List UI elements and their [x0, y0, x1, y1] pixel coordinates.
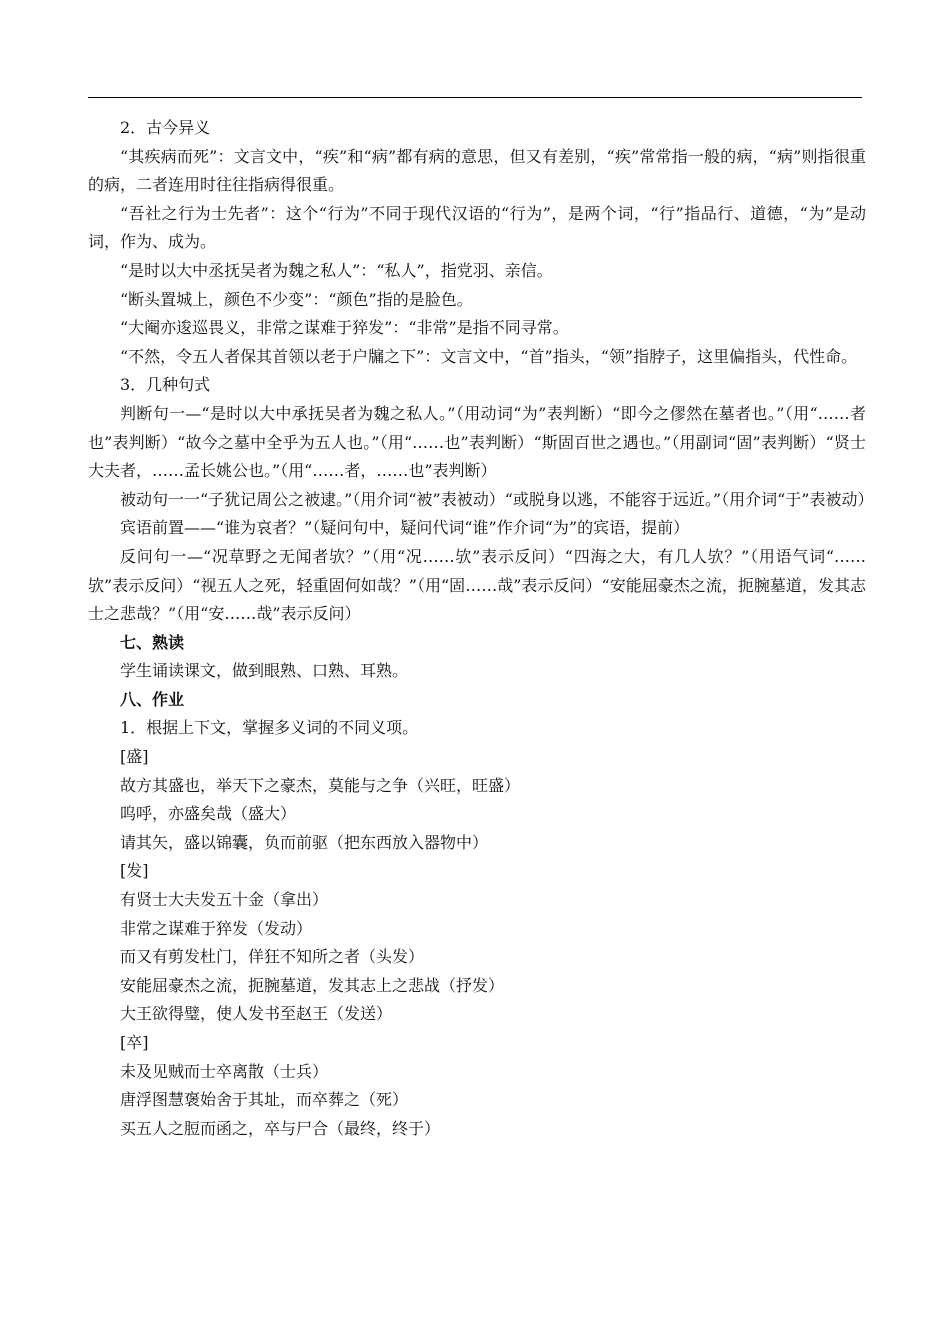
paragraph: 请其矢，盛以锦囊，负而前驱（把东西放入器物中）: [120, 832, 489, 852]
paragraph: 大王欲得璧，使人发书至赵王（发送）: [120, 1004, 393, 1024]
paragraph: “大阉亦逡巡畏义，非常之谋难于猝发”：“非常”是指不同寻常。: [120, 318, 569, 338]
paragraph: “断头置城上，颜色不少变”：“颜色”指的是脸色。: [120, 289, 473, 309]
paragraph: 判断句一—“是时以大中承抚吴者为魏之私人。”（用动词“为”表判断）“即今之僇然在墓者也。”（用“……者也”表判断）“故今之墓中全乎为五人也。”（用“……也”表判断）“斯固百世之遇也。”（用副词“固”表判断）“贤士大夫者，……孟长姚公也。”（用“……者，……也”表判断）: [88, 403, 866, 481]
paragraph: [卒]: [120, 1033, 149, 1052]
paragraph: 有贤士大夫发五十金（拿出）: [120, 890, 329, 910]
paragraph: 买五人之脰而函之，卒与尸合（最终，终于）: [120, 1118, 441, 1138]
paragraph: 安能屈豪杰之流，扼腕墓道，发其志上之悲战（抒发）: [120, 975, 505, 995]
header-rule: [88, 97, 862, 98]
paragraph: [盛]: [120, 747, 149, 767]
paragraph: 学生诵读课文，做到眼熟、口熟、耳熟。: [120, 661, 409, 681]
paragraph: 宾语前置——“谁为哀者？”（疑问句中，疑问代词“谁”作介词“为”的宾语，提前）: [120, 518, 690, 538]
paragraph: 反问句一—“况草野之无闻者欤？”（用“况……欤”表示反问）“四海之大，有几人欤？”（用语气词“……欤”表示反问）“视五人之死，轻重固何如哉？”（用“固……哉”表示反问）“安能屈豪杰之流，扼腕墓道，发其志士之悲哉？”（用“安……哉”表示反问）: [88, 546, 866, 624]
paragraph: “不然，令五人者保其首领以老于户牖之下”：文言文中，“首”指头，“领”指脖子，这里偏指头，代性命。: [120, 346, 858, 366]
paragraph: “是时以大中丞抚吴者为魏之私人”：“私人”，指党羽、亲信。: [120, 260, 553, 280]
paragraph: 非常之谋难于猝发（发动）: [120, 918, 313, 938]
paragraph: 唐浮图慧褒始舍于其址，而卒葬之（死）: [120, 1090, 409, 1110]
paragraph: 呜呼，亦盛矣哉（盛大）: [120, 804, 297, 824]
paragraph: 被动句一一“子犹记周公之被逮。”（用介词“被”表被动）“或脱身以逃，不能容于远近。”（用介词“于”表被动）: [120, 489, 874, 509]
paragraph: [发]: [120, 861, 149, 881]
paragraph: 3．几种句式: [120, 375, 211, 395]
paragraph: 1．根据上下文，掌握多义词的不同义项。: [120, 718, 419, 738]
section-heading: 八、作业: [120, 689, 185, 709]
paragraph: “吾社之行为士先者”：这个“行为”不同于现代汉语的“行为”，是两个词，“行”指品行、道德，“为”是动词，作为、成为。: [88, 203, 866, 252]
paragraph: 故方其盛也，举天下之豪杰，莫能与之争（兴旺，旺盛）: [120, 775, 521, 795]
document-body: [88, 114, 874, 1143]
section-heading: 七、熟读: [120, 632, 185, 652]
paragraph: 而又有剪发杜门，佯狂不知所之者（头发）: [120, 947, 425, 967]
paragraph: 2．古今异义: [120, 118, 211, 137]
paragraph: “其疾病而死”：文言文中，“疾”和“病”都有病的意思，但又有差别，“疾”常常指一般的病，“病”则指很重的病，二者连用时往往指病得很重。: [88, 146, 866, 195]
paragraph: 未及见贼而士卒离散（士兵）: [120, 1061, 329, 1081]
